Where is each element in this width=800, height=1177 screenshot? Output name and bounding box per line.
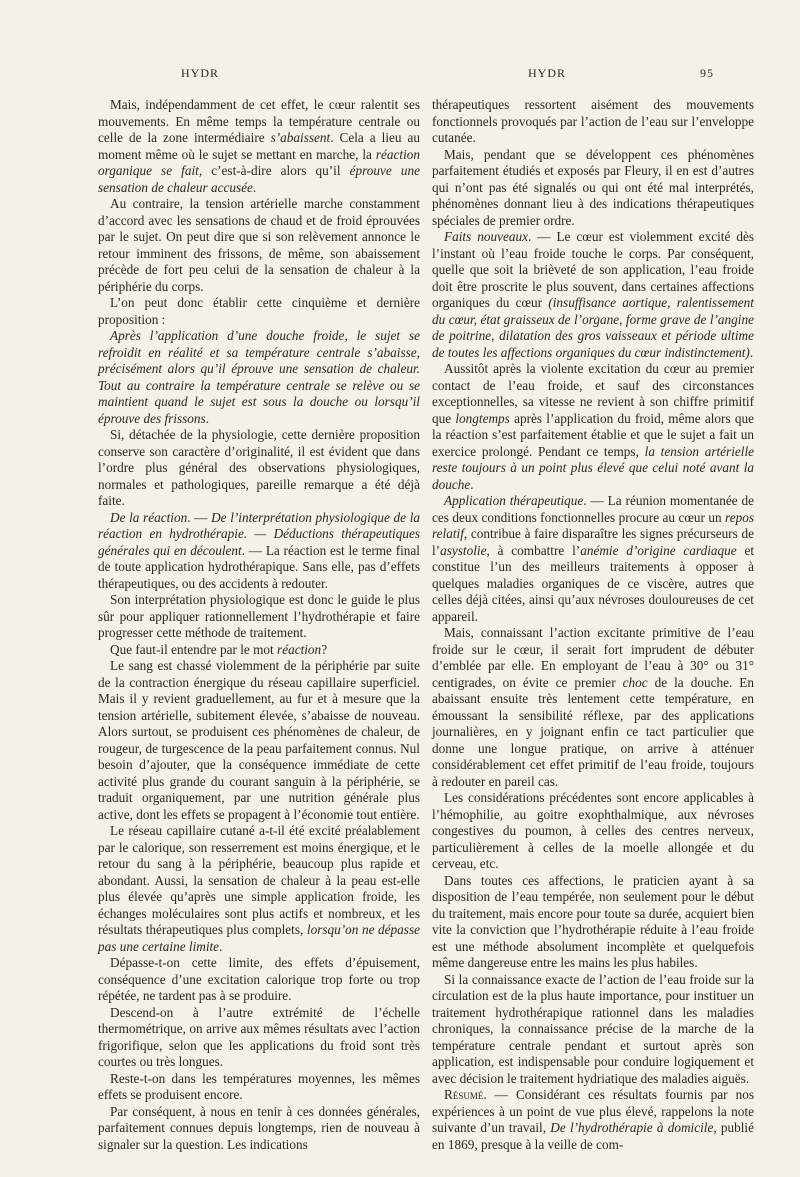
text-run: Les considérations précédentes sont encore applicables à l’hémophilie, au goitre exophthalmique, aux névroses congestives du poumon, à celles des centres nerveux, particulièrement à celles de la moelle allongée et du cerveau, etc. — [432, 790, 754, 871]
italic-text: longtemps — [455, 410, 510, 426]
paragraph — [98, 1104, 420, 1154]
text-run: , publié en 1869, presque à la veille de com- — [432, 1120, 754, 1152]
text-run: . — [252, 179, 257, 195]
italic-text: (insuffisance aortique, ralentissement du cœur, état graisseux de l’organe, forme grave de l’angine de poitrine, dilatation des gros vaisseaux et période ultime de toutes les affections organiques du cœur indistinctement) — [432, 295, 754, 360]
text-run: . — [205, 410, 210, 426]
text-run: Si la connaissance exacte de l’action de l’eau froide sur la circulation est de la plus haute importance, pour instituer un traitement hydrothérapique rationnel dans les maladies chroniques, la connaissance précise de la marche de la température centrale pendant et surtout après son application, est indispensable pour conduire logiquement et avec décision le traitement hydriatique des maladies aiguës. — [432, 971, 754, 1086]
text-run: Aussitôt après la violente excitation du cœur au premier contact de l’eau froide, et sauf des circonstances exceptionnelles, sa vitesse ne revient à son chiffre primitif que — [432, 361, 754, 426]
italic-text: lorsqu’on ne dépasse pas une certaine limite — [98, 922, 420, 954]
text-run: Mais, indépendamment de cet effet, le cœur ralentit ses mouvements. En même temps la température centrale ou celle de la zone intermédiaire — [98, 97, 420, 145]
text-run: Dépasse-t-on cette limite, des effets d’épuisement, conséquence d’une excitation calorique trop forte ou trop répétée, ne tardent pas à se produire. — [98, 955, 420, 1003]
text-run: . — [470, 476, 474, 492]
text-run: . — La réunion momentanée de ces deux conditions fonctionnelles procure au cœur un — [432, 493, 754, 525]
text-run: . — [749, 344, 754, 360]
text-run: Le sang est chassé violemment de la périphérie par suite de la contraction énergique du réseau capillaire superficiel. Mais il y revient graduellement, au fur et à mesure que la tension artérielle, subitement élevée, s’abaisse de nouveau. Alors surtout, se produisent ces phénomènes de chaleur, de rougeur, de turgescence de la peau parfaitement connus. Nul besoin d’ajouter, que la conséquence immédiate de cette activité plus grande du courant sanguin à la périphérie, se traduit organiquement, par une nutrition générale plus active, dont les effets se propagent à l’économie tout entière. — [98, 658, 420, 822]
text-run: Par conséquent, à nous en tenir à ces données générales, parfaitement connues depuis longtemps, rien de nouveau à signaler sur la question. Les indications — [98, 1103, 420, 1152]
italic-text: réaction — [277, 641, 322, 657]
text-run: Mais, connaissant l’action excitante primitive de l’eau froide sur le cœur, il serait fort imprudent de débuter d’emblée par elle. En employant de l’eau à 30° ou 31° centigrades, on évite ce premier — [432, 625, 754, 690]
paragraph — [98, 955, 420, 1005]
italic-text: s’abaissent — [270, 130, 331, 145]
paragraph — [432, 493, 754, 625]
paragraph — [98, 295, 420, 328]
italic-text: anémie d’origine cardiaque — [580, 542, 737, 558]
paragraph — [98, 1005, 420, 1071]
text-run: thérapeutiques ressortent aisément des mouvements fonctionnels provoqués par l’action de l’eau sur l’enveloppe cutanée. — [432, 97, 754, 145]
running-head-left: HYDR — [181, 66, 220, 80]
italic-text: repos relatif — [432, 509, 754, 541]
paragraph — [432, 97, 754, 147]
text-run: , c’est-à-dire alors qu’il — [198, 163, 350, 178]
text-run: Dans toutes ces affections, le praticien ayant à sa disposition de l’eau tempérée, non seulement pour le début du traitement, mais encore pour toute sa durée, acquiert bien vite la conviction que l’hydrothérapie réduite à l’eau froide est une méthode absolument incomplète et quelquefois même dangereuse entre les mains les plus habiles. — [432, 872, 754, 970]
text-run: . Cela a lieu au moment même où le sujet se mettant en marche, la — [98, 130, 420, 162]
text-run: et constitue l’un des meilleurs traitements à opposer à quelques maladies organiques de ce viscère, autres que celles déjà citées, ainsi qu’aux névroses douloureuses de cet appareil. — [432, 542, 755, 624]
text-run: . — Considérant ces résultats fournis par nos expériences à un point de vue plus élevé, rappelons la note suivante d’un travail, — [432, 1087, 754, 1135]
text-run: , contribue à faire disparaître les signes précurseurs de l’ — [432, 526, 754, 558]
paragraph — [98, 510, 420, 593]
text-run: Si, détachée de la physiologie, cette dernière proposition conserve son caractère d’originalité, il est évident que dans l’ordre plus général des observations physiologiques, normales et pathologiques, pareille remarque a été déjà faite. — [98, 427, 420, 508]
italic-text: la tension artérielle reste toujours à un point plus élevé que celui noté avant la douche — [432, 443, 755, 492]
text-run: ? — [321, 641, 328, 657]
text-run: . — [219, 938, 223, 954]
text-run: . — La réaction est le terme final de toute application hydrothérapique. Sans elle, pas d’effets thérapeutiques, ou des accidents à redouter. — [98, 542, 420, 591]
paragraph — [98, 97, 420, 196]
paragraph — [98, 196, 420, 295]
paragraph — [98, 823, 420, 955]
text-run: , à combattre l’ — [486, 542, 581, 558]
page-number: 95 — [700, 66, 714, 80]
paragraph — [98, 658, 420, 823]
paragraph — [432, 873, 754, 972]
paragraph — [432, 1087, 754, 1153]
right-text-column — [432, 97, 754, 1153]
italic-text: Faits nouveaux — [444, 229, 528, 244]
text-run: L’on peut donc établir cette cinquième et dernière proposition : — [98, 295, 420, 327]
text-run: de la douche. En abaissant ensuite très lentement cette température, en émoussant la sensibilité réflexe, par des applications journalières, en y joignant enfin ce tact particulier que donne une longue pratique, on arrive à atténuer considérablement cet effet primitif de l’eau froide, toujours à redouter en pareil cas. — [432, 674, 754, 789]
italic-text: choc — [622, 674, 648, 690]
italic-text: Après l’application d’une douche froide, le sujet se refroidit en réalité et sa température centrale s’abaisse, précisément alors qu’il éprouve une sensation de chaleur. Tout au contraire la température centrale se relève ou se maintient quand le sujet est sous la douche ou lorsqu’il éprouve des frissons — [98, 328, 420, 426]
italic-text: éprouve une sensation de chaleur accusée — [98, 163, 420, 195]
italic-text: De l’hydrothérapie à domicile — [550, 1120, 714, 1135]
running-head-right: HYDR — [528, 66, 567, 80]
paragraph — [432, 229, 754, 361]
text-run: Descend-on à l’autre extrémité de l’échelle thermométrique, on arrive aux mêmes résultats avec l’action frigorifique, selon que les applications du froid sont très courtes ou très longues. — [98, 1004, 420, 1069]
text-run: Au contraire, la tension artérielle marche constamment d’accord avec les sensations de chaud et de froid éprouvées par le sujet. On peut dire que si son relèvement annonce le retour imminent des frissons, de même, son abaissement précède de fort peu celui de la sensation de chaleur à la périphérie du corps. — [98, 196, 420, 294]
text-run: Le réseau capillaire cutané a-t-il été excité préalablement par le calorique, son resserrement est moins énergique, et le retour du sang à la périphérie, beaucoup plus rapide et abondant. Aussi, la sensation de chaleur à la peau est-elle plus élevée qu’après une simple application froide, les échanges moléculaires sont plus actifs et nombreux, et les résultats thérapeutiques plus complets, — [98, 823, 420, 937]
italic-text: asystolie — [440, 542, 487, 558]
paragraph — [432, 361, 754, 493]
text-run: Mais, pendant que se développent ces phénomènes parfaitement étudiés et exposés par Fleury, il en est d’autres qui n’ont pas été signalés ou qui ont été mal interprétés, phénomènes donnant lieu à des indications thérapeutiques spéciales de premier ordre. — [432, 146, 754, 228]
italic-text: De l’interprétation physiologique de la réaction en hydrothérapie. — Déductions thérapeutiques générales qui en découlent — [98, 509, 420, 558]
text-run: . — — [187, 509, 212, 525]
text-run: après l’application du froid, même alors que la réaction s’est parfaitement établie et que le sujet a fait un exercice prolongé. Pendant ce temps, — [432, 410, 754, 459]
text-run: Son interprétation physiologique est donc le guide le plus sûr pour appliquer rationnellement l’hydrothérapie et faire progresser cette méthode de traitement. — [98, 592, 420, 640]
paragraph — [432, 972, 754, 1088]
paragraph — [98, 328, 420, 427]
small-caps-text: Résumé — [444, 1087, 484, 1102]
paragraph — [98, 642, 420, 659]
paragraph — [432, 790, 754, 873]
italic-text: Application thérapeutique — [444, 493, 584, 508]
text-run: . — Le cœur est violemment excité dès l’instant où l’eau froide touche le corps. Par conséquent, quelle que soit la brièveté de son application, l’eau froide doit être proscrite le plus souvent, dans certaines affections organiques du cœur — [432, 229, 754, 310]
italic-text: réaction organique se fait — [98, 146, 420, 178]
paragraph — [98, 1071, 420, 1104]
italic-text: De la réaction — [110, 509, 188, 525]
paragraph — [432, 147, 754, 230]
paragraph — [432, 625, 754, 790]
left-text-column — [98, 97, 420, 1153]
text-run: Que faut-il entendre par le mot — [110, 641, 278, 657]
text-run: Reste-t-on dans les températures moyennes, les mêmes effets se produisent encore. — [98, 1070, 420, 1102]
paragraph — [98, 592, 420, 642]
paragraph — [98, 427, 420, 510]
